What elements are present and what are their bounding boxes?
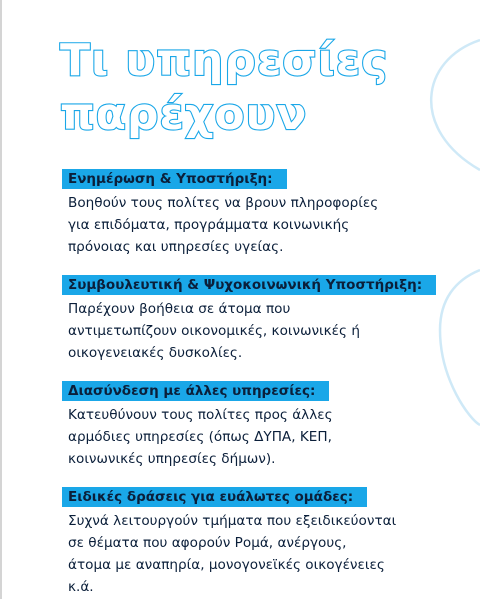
section-heading: Διασύνδεση με άλλες υπηρεσίες:: [62, 381, 329, 401]
title-line-2: παρέχουν: [60, 89, 308, 140]
section-heading: Ενημέρωση & Υποστήριξη:: [62, 169, 287, 189]
section-heading: Συμβουλευτική & Ψυχοκοινωνική Υποστήριξη:: [62, 275, 436, 295]
section-information-support: [62, 168, 470, 258]
section-body: Παρέχουν βοήθεια σε άτομα που αντιμετωπίζουν οικονομικές, κοινωνικές ή οικογενειακές δυσκολίες.: [68, 301, 360, 361]
section-counseling-support: [62, 274, 470, 364]
services-list: [62, 168, 470, 598]
title-line-1: Τι υπηρεσίες: [60, 35, 389, 86]
section-body: Βοηθούν τους πολίτες να βρουν πληροφορίες για επιδόματα, προγράμματα κοινωνικής πρόνοιας και υπηρεσίες υγείας.: [68, 195, 379, 255]
deco-arc-top: [431, 40, 480, 170]
section-service-referral: [62, 380, 470, 470]
page-title: [60, 34, 388, 142]
section-heading: Ειδικές δράσεις για ευάλωτες ομάδες:: [62, 487, 367, 507]
section-body: Κατευθύνουν τους πολίτες προς άλλες αρμόδιες υπηρεσίες (όπως ΔΥΠΑ, ΚΕΠ, κοινωνικές υπηρεσίες δήμων).: [68, 407, 333, 467]
section-body: Συχνά λειτουργούν τμήματα που εξειδικεύονται σε θέματα που αφορούν Ρομά, ανέργους, άτομα με αναπηρία, μονογονεϊκές οικογένειες κ.ά.: [68, 513, 397, 595]
section-vulnerable-groups: [62, 486, 470, 598]
